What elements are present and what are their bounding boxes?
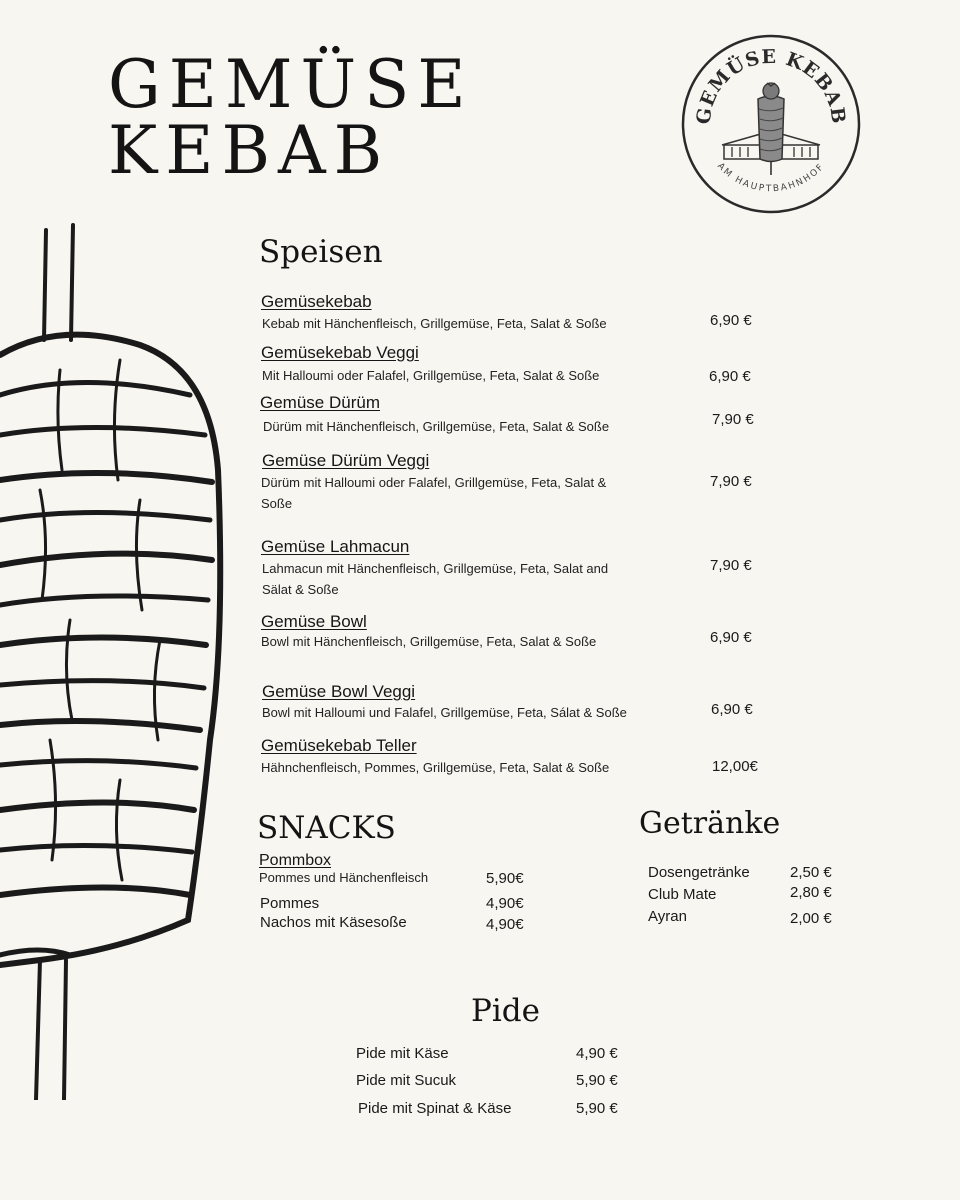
doner-spit-illustration-icon [0,220,230,1100]
snack-name-nachos: Nachos mit Käsesoße [260,914,407,931]
drink-name-ayran: Ayran [648,908,687,925]
item-desc-gemuese-lahmacun: Lahmacun mit Hänchenfleisch, Grillgemüse, Feta, Salat and Sälat & Soße [262,561,609,597]
item-name-gemuese-bowl-veggi: Gemüse Bowl Veggi [262,682,416,701]
drink-price-ayran: 2,00 € [790,910,832,927]
item-price-gemuese-dueruem-veggi: 7,90 € [710,473,752,490]
item-name-gemuesekebab: Gemüsekebab [261,292,372,311]
pide-price-sucuk: 5,90 € [576,1072,618,1089]
title-line-1: GEMÜSE [108,46,474,123]
drink-name-club-mate: Club Mate [648,886,717,903]
item-desc-gemuese-bowl: Bowl mit Hänchenfleisch, Grillgemüse, Feta, Salat & Soße [261,634,597,649]
pide-heading: Pide [471,993,540,1029]
item-name-gemuesekebab-teller: Gemüsekebab Teller [261,736,417,755]
item-desc-gemuesekebab-teller: Hähnchenfleisch, Pommes, Grillgemüse, Feta, Salat & Soße [261,760,610,775]
logo-subtitle: AM HAUPTBAHNHOF [715,161,827,195]
title-line-2: KEBAB [108,112,391,189]
snack-price-pommes: 4,90€ [486,895,524,912]
item-name-gemuesekebab-veggi: Gemüsekebab Veggi [261,343,419,362]
logo-name: GEMÜSE KEBAB [692,45,850,126]
item-price-gemuese-dueruem: 7,90 € [712,411,754,428]
speisen-heading: Speisen [259,234,383,270]
pide-price-kaese: 4,90 € [576,1045,618,1062]
snack-name-pommbox: Pommbox [259,852,332,869]
drink-name-dosengetraenke: Dosengetränke [648,864,750,881]
item-price-gemuese-bowl: 6,90 € [710,629,752,646]
item-desc-gemuese-dueruem-veggi: Dürüm mit Halloumi oder Falafel, Grillgemüse, Feta, Salat & Soße [261,475,607,511]
getraenke-heading: Getränke [639,806,781,841]
item-price-gemuesekebab-veggi: 6,90 € [709,368,751,385]
item-price-gemuesekebab-teller: 12,00€ [712,758,758,775]
snack-name-pommes: Pommes [260,895,320,912]
snack-desc-pommbox: Pommes und Hänchenfleisch [259,870,429,885]
snack-price-nachos: 4,90€ [486,916,524,933]
pide-price-spinat-kaese: 5,90 € [576,1100,618,1117]
item-name-gemuese-bowl: Gemüse Bowl [261,612,367,631]
menu-title [108,46,474,189]
snack-price-pommbox: 5,90€ [486,870,524,887]
item-price-gemuese-bowl-veggi: 6,90 € [711,701,753,718]
item-desc-gemuese-bowl-veggi: Bowl mit Halloumi und Falafel, Grillgemüse, Feta, Sálat & Soße [262,705,627,720]
item-name-gemuese-dueruem-veggi: Gemüse Dürüm Veggi [262,451,430,470]
item-name-gemuese-lahmacun: Gemüse Lahmacun [261,537,410,556]
restaurant-logo-icon [680,33,862,215]
item-price-gemuesekebab: 6,90 € [710,312,752,329]
item-desc-gemuese-dueruem: Dürüm mit Hänchenfleisch, Grillgemüse, Feta, Salat & Soße [263,419,610,434]
drink-price-dosengetraenke: 2,50 € [790,864,832,881]
pide-name-kaese: Pide mit Käse [356,1045,449,1062]
drink-price-club-mate: 2,80 € [790,884,832,901]
pide-name-sucuk: Pide mit Sucuk [356,1072,457,1089]
item-price-gemuese-lahmacun: 7,90 € [710,557,752,574]
item-desc-gemuesekebab-veggi: Mit Halloumi oder Falafel, Grillgemüse, Feta, Salat & Soße [262,368,600,383]
item-name-gemuese-dueruem: Gemüse Dürüm [260,393,380,412]
snacks-heading: SNACKS [257,810,396,846]
item-desc-gemuesekebab: Kebab mit Hänchenfleisch, Grillgemüse, Feta, Salat & Soße [262,316,607,331]
pide-name-spinat-kaese: Pide mit Spinat & Käse [358,1100,512,1117]
